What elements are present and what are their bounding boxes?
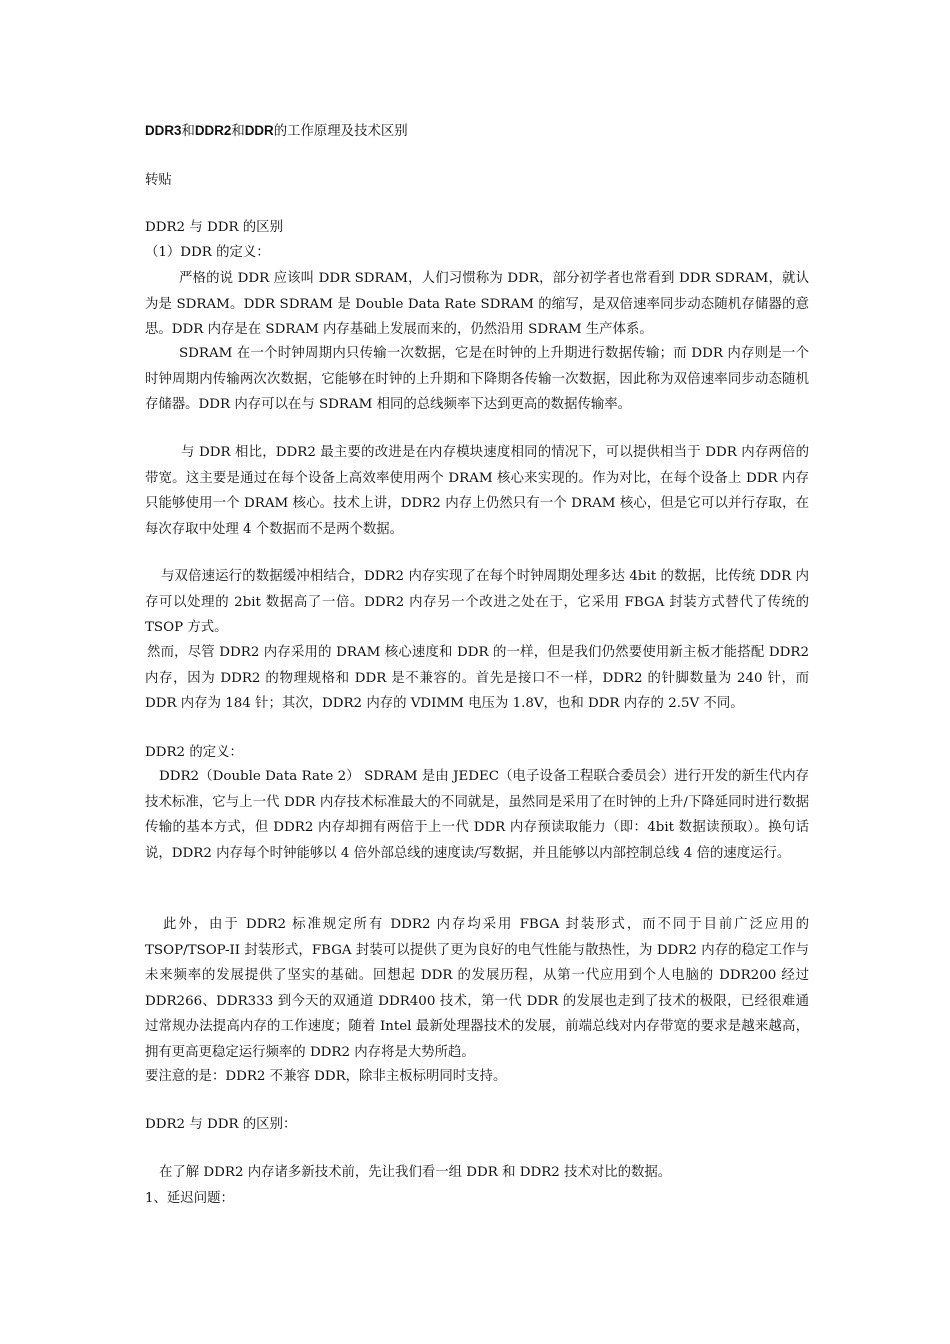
section-heading-ddr2-vs-ddr: DDR2 与 DDR 的区别 xyxy=(145,220,283,235)
paragraph-ddr2-compatibility: 然而，尽管 DDR2 内存采用的 DRAM 核心速度和 DDR 的一样，但是我们仍然要使用新主板才能搭配 DDR2 内存，因为 DDR2 的物理规格和 DDR 是不兼容的。首先是接口不一样，DDR2 的针脚数量为 240 针，而 DDR 内存为 184 针；其次，DDR2 内存的 VDIMM 电压为 1.8V，也和 DDR 内存的 2.5V 不同。 xyxy=(145,645,809,711)
paragraph-sdram-transfer: SDRAM 在一个时钟周期内只传输一次数据，它是在时钟的上升期进行数据传输；而 DDR 内存则是一个时钟周期内传输两次次数据，它能够在时钟的上升期和下降期各传输一次数据，因此称为双倍速率同步动态随机存储器。DDR 内存可以在与 SDRAM 相同的总线频率下达到更高的数据传输率。 xyxy=(145,346,809,412)
list-item-latency: 1、延迟问题： xyxy=(145,1191,234,1206)
paragraph-comparison-intro: 在了解 DDR2 内存诸多新技术前，先让我们看一组 DDR 和 DDR2 技术对比的数据。 xyxy=(159,1165,672,1180)
paragraph-ddr2-bandwidth: 与 DDR 相比，DDR2 最主要的改进是在内存模块速度相同的情况下，可以提供相当于 DDR 内存两倍的带宽。这主要是通过在每个设备上高效率使用两个 DRAM 核心来实现的。作为对比，在每个设备上 DDR 内存只能够使用一个 DRAM 核心。技术上讲，DDR2 内存上仍然只有一个 DRAM 核心，但是它可以并行存取，在每次存取中处理 4 个数据而不是两个数据。 xyxy=(145,445,809,537)
paragraph-ddr-definition: 严格的说 DDR 应该叫 DDR SDRAM，人们习惯称为 DDR，部分初学者也常看到 DDR SDRAM，就认为是 SDRAM。DDR SDRAM 是 Double Data Rate SDRAM 的缩写，是双倍速率同步动态随机存储器的意思。DDR 内存是在 SDRAM 内存基础上发展而来的，仍然沿用 SDRAM 生产体系。 xyxy=(145,271,809,337)
paragraph-fbga-package: 此外，由于 DDR2 标准规定所有 DDR2 内存均采用 FBGA 封装形式，而不同于目前广泛应用的 TSOP/TSOP-II 封装形式，FBGA 封装可以提供了更为良好的电气性能与散热性，为 DDR2 内存的稳定工作与未来频率的发展提供了坚实的基础。回想起 DDR 的发展历程，从第一代应用到个人电脑的 DDR200 经过 DDR266、DDR333 到今天的双通道 DDR400 技术，第一代 DDR 的发展也走到了技术的极限，已经很难通过常规办法提高内存的工作速度；随着 Intel 最新处理器技术的发展，前端总线对内存带宽的要求是越来越高，拥有更高更稳定运行频率的 DDR2 内存将是大势所趋。 xyxy=(145,917,809,1060)
section-heading-ddr2-ddr-difference: DDR2 与 DDR 的区别： xyxy=(145,1117,297,1132)
paragraph-ddr2-buffer: 与双倍速运行的数据缓冲相结合，DDR2 内存实现了在每个时钟周期处理多达 4bit 的数据，比传统 DDR 内存可以处理的 2bit 数据高了一倍。DDR2 内存另一个改进之处在于，它采用 FBGA 封装方式替代了传统的 TSOP 方式。 xyxy=(145,569,809,635)
paragraph-compatibility-note: 要注意的是：DDR2 不兼容 DDR，除非主板标明同时支持。 xyxy=(145,1069,507,1084)
subheading-ddr-definition: （1）DDR 的定义： xyxy=(145,245,270,260)
section-heading-ddr2-definition: DDR2 的定义： xyxy=(145,745,243,760)
repost-label: 转贴 xyxy=(145,173,172,188)
document-title: DDR3和DDR2和DDR的工作原理及技术区别 xyxy=(145,123,408,139)
paragraph-ddr2-standard: DDR2（Double Data Rate 2） SDRAM 是由 JEDEC（电子设备工程联合委员会）进行开发的新生代内存技术标准，它与上一代 DDR 内存技术标准最大的不同就是，虽然同是采用了在时钟的上升/下降延同时进行数据传输的基本方式，但 DDR2 内存却拥有两倍于上一代 DDR 内存预读取能力（即：4bit 数据读预取）。换句话说，DDR2 内存每个时钟能够以 4 倍外部总线的速度读/写数据，并且能够以内部控制总线 4 倍的速度运行。 xyxy=(145,769,809,861)
